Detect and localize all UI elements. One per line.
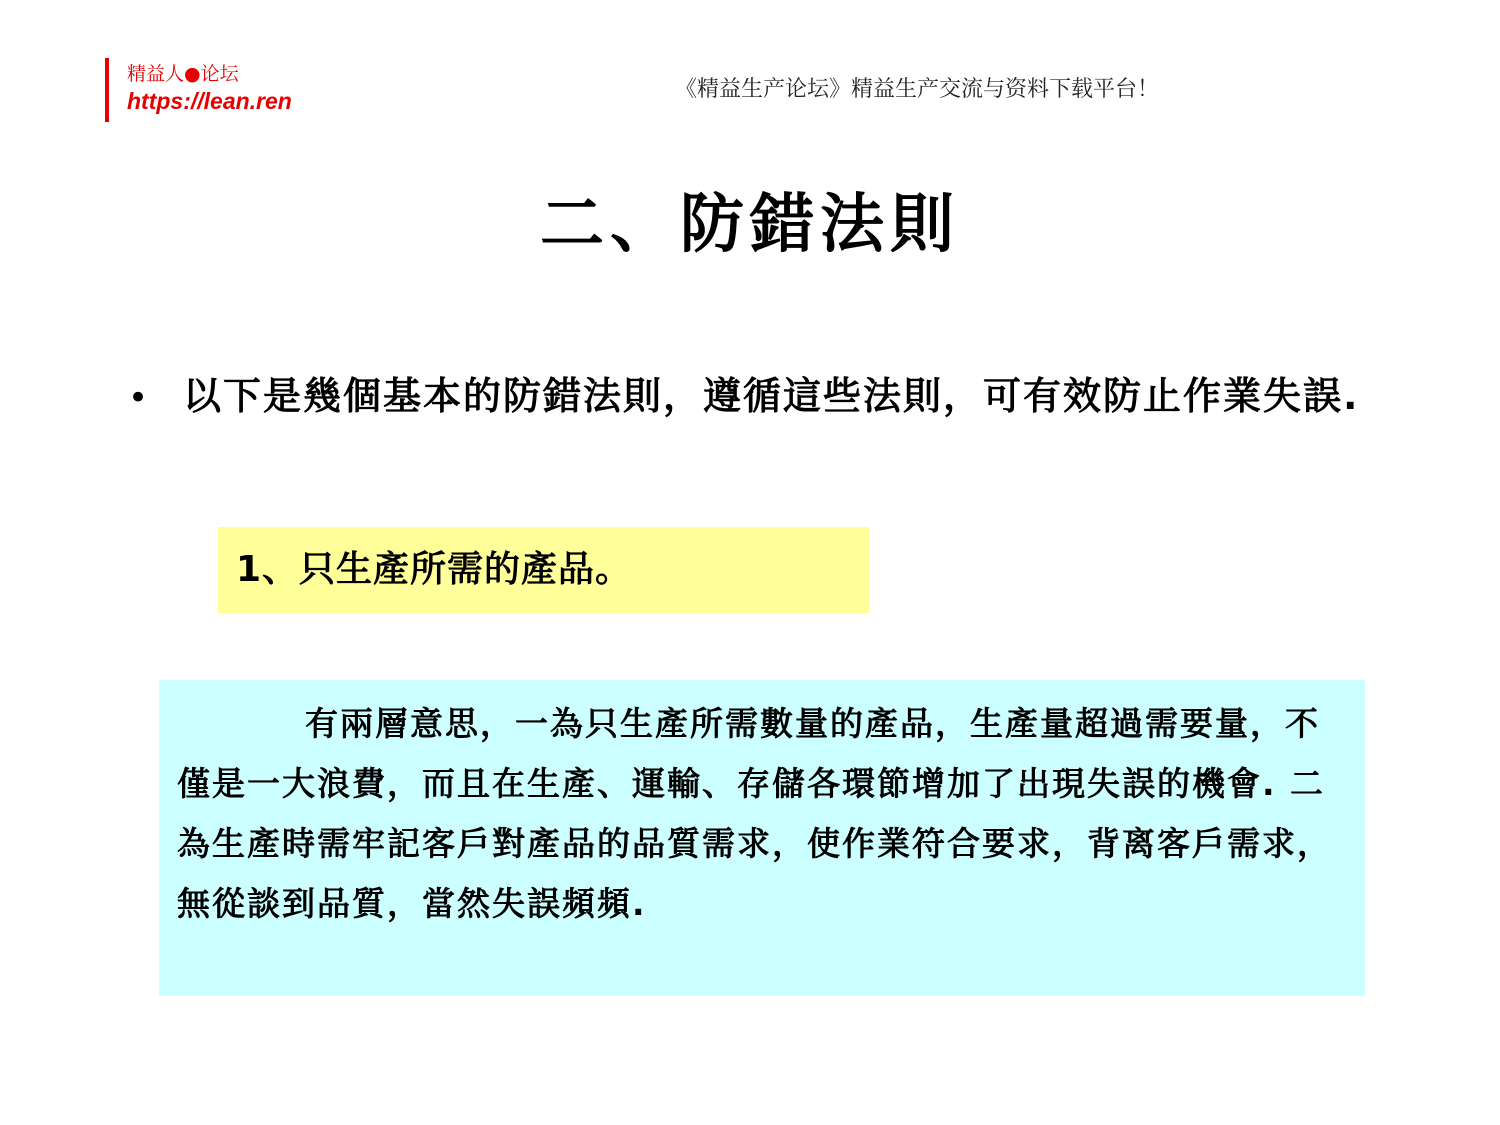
- brand-url-link[interactable]: https://lean.ren: [127, 88, 292, 114]
- rule-text: 1、只生產所需的產品。: [236, 549, 633, 590]
- page-title: 二、防錯法則: [540, 188, 960, 262]
- brand-accent-bar: [105, 58, 109, 122]
- explanation-paragraph: 有兩層意思，一為只生產所需數量的產品，生產量超過需要量，不僅是一大浪費，而且在生產、運輸、存儲各環節增加了出現失誤的機會. 二為生產時需牢記客戶對產品的品質需求，使作業符合要求，背离客戶需求，無從談到品質，當然失誤頻頻.: [177, 704, 1332, 923]
- header-slogan: 《精益生产论坛》精益生产交流与资料下载平台！: [675, 77, 1160, 102]
- intro-paragraph: 以下是幾個基本的防錯法則，遵循這些法則，可有效防止作業失誤.: [183, 374, 1360, 418]
- bullet-icon: •: [128, 378, 149, 418]
- brand-name: 精益人●论坛: [127, 63, 239, 85]
- explanation-box: [159, 680, 1365, 996]
- rule-highlight-box: [218, 527, 869, 613]
